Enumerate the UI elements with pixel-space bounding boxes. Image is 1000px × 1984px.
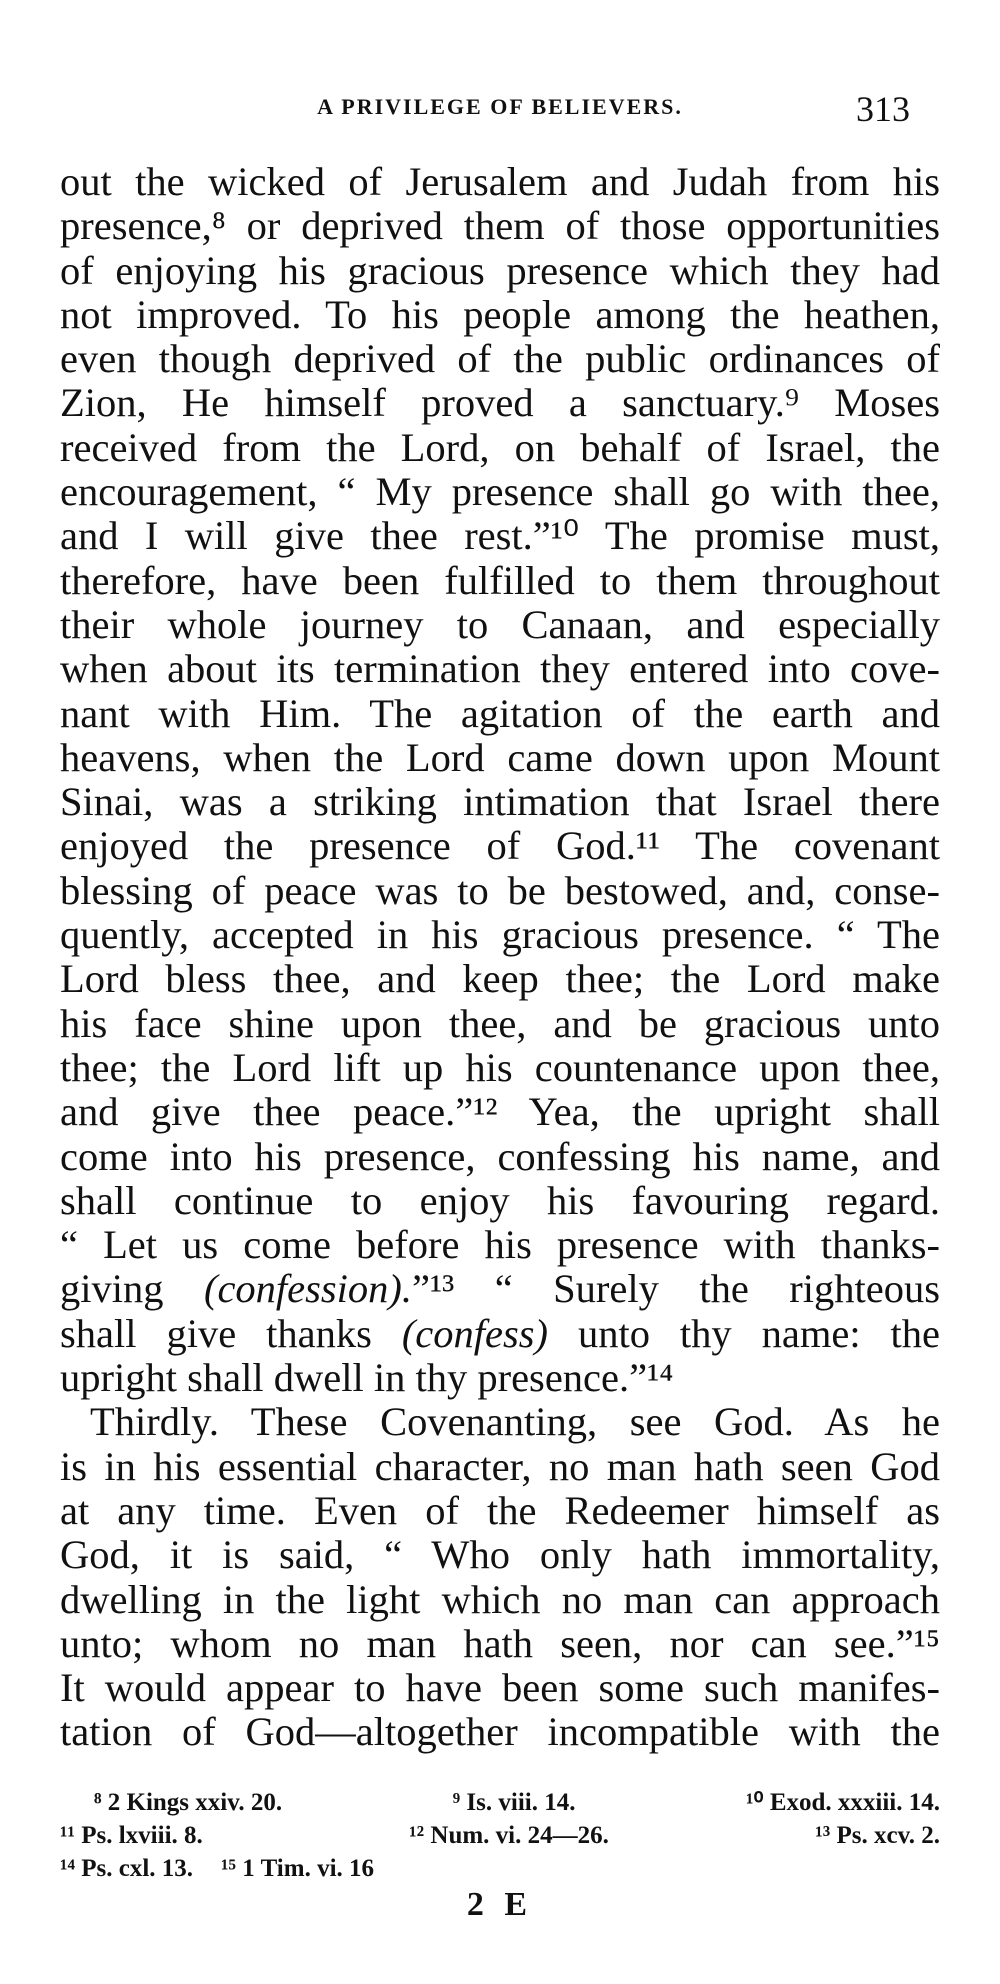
signature-mark: 2 E <box>466 1886 534 1923</box>
italic-word: (confession). <box>203 1266 413 1312</box>
text-line: when about its termination they entered into cove- <box>60 646 940 692</box>
text-line: of enjoying his gracious presence which they had <box>60 247 940 293</box>
text-segment: shall give thanks <box>60 1310 402 1356</box>
text-line: It would appear to have been some such manifes- <box>60 1665 940 1711</box>
footnote: ¹⁴ Ps. cxl. 13. <box>60 1855 194 1882</box>
text-line: encouragement, “ My presence shall go with thee, <box>60 469 940 515</box>
text-line: heavens, when the Lord came down upon Mount <box>60 734 940 780</box>
text-line: and I will give thee rest.”¹⁰ The promise must, <box>60 513 940 559</box>
text-line: at any time. Even of the Redeemer himself as <box>60 1487 940 1533</box>
text-line: tation of God—altogether incompatible with the <box>60 1709 940 1755</box>
text-line: nant with Him. The agitation of the earth and <box>60 690 940 736</box>
footnotes <box>60 1786 940 1885</box>
text-line: “ Let us come before his presence with thanks- <box>60 1222 940 1268</box>
text-line: thee; the Lord lift up his countenance upon thee, <box>60 1044 940 1090</box>
text-line: God, it is said, “ Who only hath immortality, <box>60 1532 940 1578</box>
running-title: A PRIVILEGE OF BELIEVERS. <box>317 94 683 119</box>
text-line: shall continue to enjoy his favouring regard. <box>60 1177 940 1223</box>
page-header <box>60 88 940 134</box>
text-line: blessing of peace was to be bestowed, and, conse- <box>60 867 940 913</box>
text-line: not improved. To his people among the heathen, <box>60 291 940 337</box>
footnote-line <box>60 1819 940 1852</box>
text-segment: unto thy name: the <box>548 1310 940 1356</box>
text-line: even though deprived of the public ordinances of <box>60 336 940 382</box>
text-line: come into his presence, confessing his name, and <box>60 1133 940 1179</box>
text-segment: giving <box>60 1266 204 1312</box>
text-line <box>60 1267 940 1311</box>
text-line: quently, accepted in his gracious presence. “ The <box>60 912 940 958</box>
footnote: ⁸ 2 Kings xxiv. 20. <box>94 1789 283 1816</box>
text-line: Sinai, was a striking intimation that Israel there <box>60 779 940 825</box>
footnote: ¹⁰ Exod. xxxiii. 14. <box>746 1789 940 1816</box>
footnote-line <box>60 1852 940 1885</box>
text-line: Zion, He himself proved a sanctuary.⁹ Moses <box>60 380 940 426</box>
text-line: their whole journey to Canaan, and especially <box>60 601 940 647</box>
text-line: upright shall dwell in thy presence.”¹⁴ <box>60 1355 674 1401</box>
text-line: Lord bless thee, and keep thee; the Lord make <box>60 956 940 1002</box>
text-line: and give thee peace.”¹² Yea, the upright shall <box>60 1089 940 1135</box>
footnote: ⁹ Is. viii. 14. <box>452 1789 576 1816</box>
text-line: unto; whom no man hath seen, nor can see.”¹⁵ <box>60 1620 940 1666</box>
text-line: his face shine upon thee, and be gracious unto <box>60 1000 940 1046</box>
text-line: received from the Lord, on behalf of Israel, the <box>60 424 940 470</box>
footnote-line <box>60 1786 940 1819</box>
body-text <box>60 160 940 1755</box>
text-line: enjoyed the presence of God.¹¹ The covenant <box>60 823 940 869</box>
italic-word: (confess) <box>401 1310 549 1356</box>
text-segment: ”¹³ “ Surely the righteous <box>412 1266 940 1312</box>
text-line: is in his essential character, no man hath seen God <box>60 1443 940 1489</box>
text-line: out the wicked of Jerusalem and Judah from his <box>60 159 940 204</box>
text-line: presence,⁸ or deprived them of those opportunities <box>60 203 940 249</box>
paragraph-first-line: Thirdly. These Covenanting, see God. As he <box>90 1399 940 1445</box>
text-line <box>60 1312 940 1356</box>
footnote: ¹¹ Ps. lxviii. 8. <box>60 1822 203 1849</box>
footnote: ¹² Num. vi. 24—26. <box>409 1822 609 1849</box>
text-line: dwelling in the light which no man can approach <box>60 1576 940 1622</box>
footnote: ¹³ Ps. xcv. 2. <box>815 1822 940 1849</box>
text-line: therefore, have been fulfilled to them throughout <box>60 557 940 603</box>
page-number: 313 <box>856 89 910 129</box>
footnote: ¹⁵ 1 Tim. vi. 16 <box>221 1855 375 1882</box>
